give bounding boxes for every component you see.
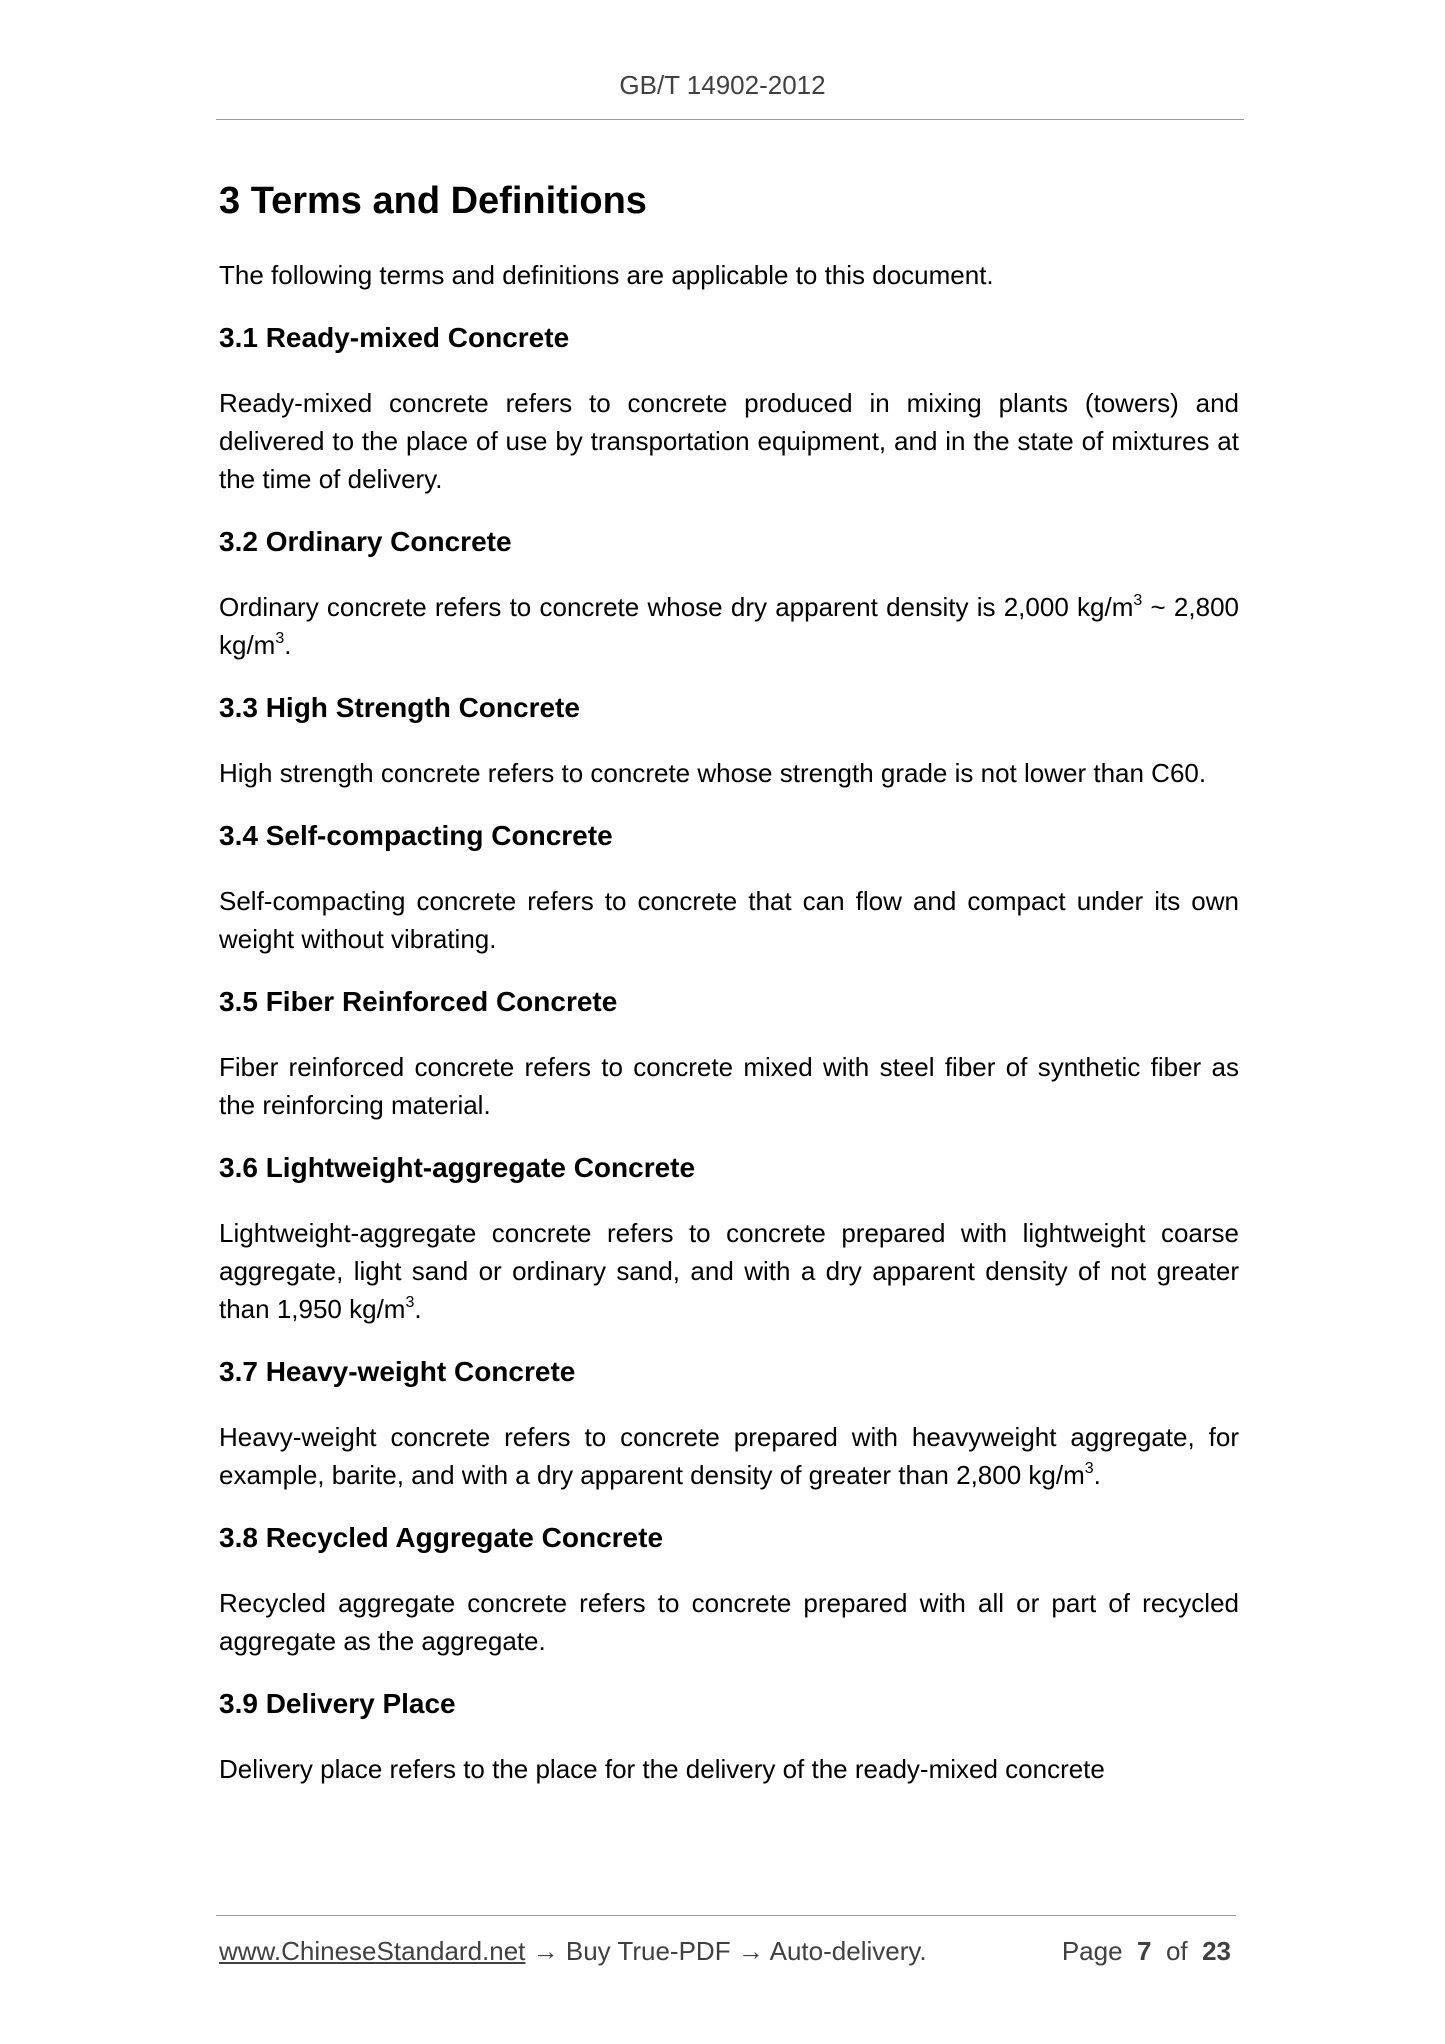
website-link[interactable]: www.ChineseStandard.net: [219, 1936, 526, 1966]
delivery-text: Auto-delivery.: [769, 1936, 927, 1966]
term-definition: [219, 588, 1239, 664]
term-definition: Self-compacting concrete refers to concrete that can flow and compact under its own weight without vibrating.: [219, 886, 1239, 954]
of-label: of: [1165, 1936, 1188, 1966]
definition-text: .: [414, 1294, 422, 1324]
term-heading: 3.3 High Strength Concrete: [219, 692, 580, 723]
arrow-icon: →: [737, 1936, 764, 1966]
term-definition: Ready-mixed concrete refers to concrete produced in mixing plants (towers) and delivered to the place of use by transportation equipment, and in the state of mixtures at the time of delivery.: [219, 388, 1239, 494]
buy-text: Buy True-PDF: [565, 1936, 731, 1966]
definition-text: Lightweight-aggregate concrete refers to concrete prepared with lightweight coarse aggregate, light sand or ordinary sand, and with a dry apparent density of not greater than 1,950 kg/m: [219, 1218, 1239, 1324]
term-heading: 3.7 Heavy-weight Concrete: [219, 1356, 576, 1387]
arrow-icon: →: [532, 1936, 559, 1966]
footer-divider: [216, 1915, 1236, 1916]
footer-promo: [219, 1934, 927, 1968]
definition-text: Ordinary concrete refers to concrete whose dry apparent density is 2,000 kg/m: [219, 592, 1134, 622]
term-definition: [219, 1418, 1239, 1494]
term-heading: 3.2 Ordinary Concrete: [219, 526, 512, 557]
superscript: 3: [405, 1294, 415, 1311]
document-code-header: GB/T 14902-2012: [619, 70, 826, 100]
definition-text: ~ 2,800 kg/m: [219, 592, 1239, 660]
term-heading: 3.8 Recycled Aggregate Concrete: [219, 1522, 664, 1553]
term-heading: 3.5 Fiber Reinforced Concrete: [219, 986, 618, 1017]
term-definition: [219, 1214, 1239, 1328]
page-content: [219, 178, 1239, 1814]
total-pages: 23: [1202, 1936, 1231, 1966]
section-intro: The following terms and definitions are applicable to this document.: [219, 260, 994, 290]
term-heading: 3.9 Delivery Place: [219, 1688, 456, 1719]
section-title: 3 Terms and Definitions: [219, 180, 647, 222]
term-definition: Fiber reinforced concrete refers to concrete mixed with steel fiber of synthetic fiber as the reinforcing material.: [219, 1052, 1239, 1120]
definition-text: Heavy-weight concrete refers to concrete prepared with heavyweight aggregate, for example, barite, and with a dry apparent density of greater than 2,800 kg/m: [219, 1422, 1239, 1490]
definition-text: .: [1093, 1460, 1101, 1490]
term-heading: 3.1 Ready-mixed Concrete: [219, 322, 570, 353]
header-divider: [216, 119, 1244, 120]
superscript: 3: [1084, 1460, 1094, 1477]
term-heading: 3.4 Self-compacting Concrete: [219, 820, 613, 851]
term-definition: High strength concrete refers to concrete whose strength grade is not lower than C60.: [219, 758, 1207, 788]
page-label: Page: [1061, 1936, 1123, 1966]
term-definition: Recycled aggregate concrete refers to concrete prepared with all or part of recycled aggregate as the aggregate.: [219, 1588, 1239, 1656]
term-heading: 3.6 Lightweight-aggregate Concrete: [219, 1152, 696, 1183]
current-page: 7: [1137, 1936, 1152, 1966]
term-definition: Delivery place refers to the place for the delivery of the ready-mixed concrete: [219, 1754, 1105, 1784]
definition-text: .: [284, 630, 292, 660]
superscript: 3: [1133, 592, 1143, 609]
superscript: 3: [275, 630, 285, 647]
page-number: [1062, 1934, 1231, 1968]
